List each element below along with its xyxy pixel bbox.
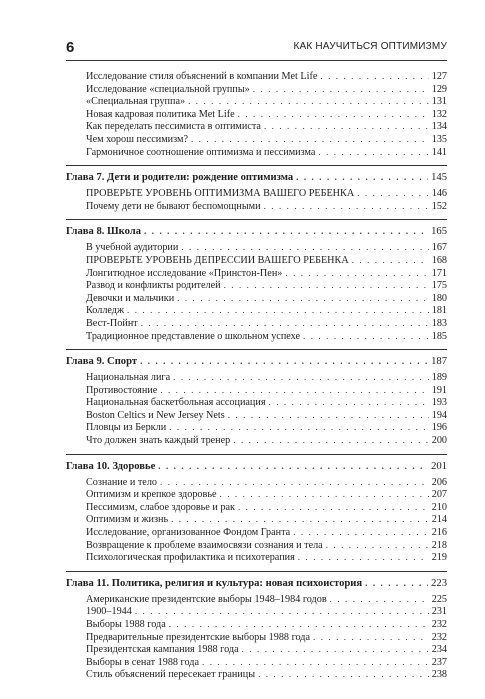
toc-entry-title: Исследование, организованное Фондом Гранта [86,527,291,539]
toc-entry-page: 141 [431,146,447,158]
toc-entry-title: ПРОВЕРЬТЕ УРОВЕНЬ ДЕПРЕССИИ ВАШЕГО РЕБЕНКА [86,254,349,266]
toc-chapter [66,349,447,447]
toc-entry-page: 210 [431,501,447,513]
toc-entry-title: «Специальная группа» [86,96,186,108]
dot-leader [269,396,429,409]
toc-entry-title: Оптимизм и жизнь [86,514,169,526]
toc-entry [66,526,447,539]
toc-entry [66,108,447,121]
toc-entry-title: Пловцы из Беркли [86,422,167,434]
dot-leader [238,108,429,121]
dot-leader [228,409,429,422]
toc-chapter [66,571,447,681]
chapter-heading [66,224,447,238]
toc-entry-page: 180 [431,292,447,304]
toc-entry-title: Американские президентские выборы 1948–1984 годов [86,593,327,605]
toc-entry-page: 191 [431,384,447,396]
toc-entry [66,187,447,200]
toc-entry-page: 183 [431,317,447,329]
dot-leader [313,631,429,644]
dot-leader [298,551,429,564]
toc-entry-title: Исследование стиля объяснений в компании Met Life [86,71,318,82]
toc-entry-page: 238 [431,669,447,681]
chapter-heading-title: Глава 10. Здоровье [66,460,156,472]
toc-entry [66,95,447,108]
toc-entry [66,133,447,146]
chapter-heading [66,354,447,368]
dot-leader [330,593,429,606]
dot-leader [253,83,429,96]
dot-leader [188,95,429,108]
toc-entry [66,643,447,656]
toc-entry-title: Вест-Пойнт [86,317,138,329]
toc-entry [66,409,447,422]
toc-entry-page: 237 [431,656,447,668]
toc-entry [66,371,447,384]
toc-entry-title: Национальная лига [86,372,171,384]
toc-entry-title: Гармоничное соотношение оптимизма и пессимизма [86,146,316,158]
dot-leader [318,146,428,159]
dot-leader [238,501,429,514]
toc-entry-title: Развод и конфликты родителей [86,280,221,292]
toc-entry [66,292,447,305]
toc-entry-page: 200 [431,435,447,447]
toc-entry-title: Оптимизм и крепкое здоровье [86,489,217,501]
toc-entry [66,241,447,254]
toc-entry-page: 168 [431,254,447,266]
toc-entry-page: 194 [431,409,447,421]
toc-entry [66,200,447,213]
dot-leader [264,120,429,133]
toc-entry [66,434,447,447]
toc-entry-page: 134 [431,121,447,133]
dot-leader [285,267,428,280]
toc-entry-page: 167 [431,242,447,254]
chapter-heading-page: 187 [431,356,447,368]
dot-leader [158,459,428,473]
toc-entry-title: Пессимизм, слабое здоровье и рак [86,501,235,513]
toc-entry-title: Чем хорош пессимизм? [86,133,188,145]
dot-leader [160,476,429,489]
dot-leader [127,304,429,317]
dot-leader [202,656,429,669]
toc-entry-title: В учебной аудитории [86,242,179,254]
dot-leader [173,371,429,384]
toc-entry-title: 1900–1944 [86,606,132,618]
toc-entry-page: 152 [431,200,447,212]
toc-chapter [66,219,447,342]
toc-entry-page: 135 [431,133,447,145]
toc-entry-page: 232 [431,631,447,643]
dot-leader [171,513,429,526]
toc-entry [66,513,447,526]
toc-entry-page: 231 [431,606,447,618]
toc-entry-title: Девочки и мальчики [86,292,175,304]
toc-entry-title: Президентская кампания 1988 года [86,644,239,656]
toc-entry-page: 181 [431,305,447,317]
dot-leader [160,384,428,397]
toc-entry-title: Психологическая профилактика и психотерапия [86,552,295,564]
dot-leader [224,279,429,292]
toc-entry-title: Что должен знать каждый тренер [86,435,231,447]
toc-entry [66,631,447,644]
toc-entry-page: 214 [431,514,447,526]
toc-entry-page: 234 [431,644,447,656]
toc-entry [66,304,447,317]
toc-entry [66,605,447,618]
dot-leader [141,317,429,330]
toc-entry-title: Возвращение к проблеме взаимосвязи сознания и тела [86,539,323,551]
toc-entry-page: 216 [431,527,447,539]
toc-entry [66,593,447,606]
running-head: КАК НАУЧИТЬСЯ ОПТИМИЗМУ [293,41,447,52]
dot-leader [320,70,428,83]
toc-entry-title: Выборы 1988 года [86,619,166,630]
toc-entry [66,618,447,631]
toc-entry-page: 225 [431,593,447,605]
toc-entry [66,146,447,159]
chapter-heading-page: 145 [431,172,447,184]
toc-entry [66,396,447,409]
toc-entry [66,421,447,434]
toc-entry-title: Предварительные президентские выборы 1988 года [86,631,310,643]
toc-entry-page: 196 [431,422,447,434]
dot-leader [303,330,429,343]
dot-leader [177,292,429,305]
toc-entry-title: Почему дети не бывают беспомощными [86,200,261,212]
dot-leader [352,254,429,267]
toc-entry [66,476,447,489]
dot-leader [264,200,429,213]
toc-entry [66,279,447,292]
chapter-heading-page: 223 [431,577,447,589]
toc-entry-page: 232 [431,619,447,630]
toc-entry-page: 218 [431,539,447,551]
toc-entry-page: 185 [431,330,447,342]
dot-leader [296,170,428,184]
dot-leader [144,224,428,238]
toc-entry [66,267,447,280]
toc-entry-page: 129 [431,83,447,95]
toc-entry-title: Традиционное представление о школьном успехе [86,330,301,342]
dot-leader [357,187,429,200]
toc-entry-page: 207 [431,489,447,501]
toc-entry-page: 132 [431,108,447,120]
toc-entry-page: 193 [431,397,447,409]
toc-entry-title: Национальная баскетбольная ассоциация [86,397,266,409]
toc-entry [66,488,447,501]
toc-entry [66,317,447,330]
toc-entry [66,330,447,343]
toc-entry-page: 219 [431,552,447,564]
dot-leader [135,605,429,618]
toc-entry-page: 206 [431,476,447,488]
toc-entry [66,83,447,96]
toc-entry-title: Выборы в сенат 1988 года [86,656,199,668]
dot-leader [140,354,428,368]
toc-entry-page: 146 [431,188,447,200]
toc-entry-title: Лонгитюдное исследование «Принстон-Пен» [86,267,283,279]
dot-leader [191,133,429,146]
dot-leader [258,668,429,681]
dot-leader [233,434,428,447]
chapter-heading-title: Глава 11. Политика, религия и культура: новая психоистория [66,577,363,589]
toc-entry-title: Сознание и тело [86,476,158,488]
toc-chapter [66,165,447,212]
chapter-heading-title: Глава 8. Школа [66,226,142,238]
toc-chapter [66,454,447,564]
toc-entry [66,668,447,681]
dot-leader [365,576,428,590]
toc-entry [66,254,447,267]
page-number: 6 [66,39,75,56]
dot-leader [242,643,429,656]
dot-leader [293,526,429,539]
toc-entry-title: Противостояние [86,384,158,396]
toc-entry-page: 189 [431,372,447,384]
toc-entry-title: Исследование «специальной группы» [86,83,250,95]
toc-entry [66,656,447,669]
chapter-heading-title: Глава 9. Спорт [66,356,138,368]
toc-entry-title: Новая кадровая политика Met Life [86,108,235,120]
dot-leader [220,488,429,501]
chapter-heading [66,576,447,590]
header-rule [66,60,447,61]
dot-leader [169,421,429,434]
toc-entry [66,501,447,514]
toc-entry [66,551,447,564]
toc-entry [66,70,447,83]
toc-entry-title: Колледж [86,305,125,317]
chapter-heading [66,170,447,184]
chapter-heading-page: 165 [431,226,447,238]
toc-entry-title: Boston Celtics и New Jersey Nets [86,409,225,421]
toc-entry [66,120,447,133]
toc-entry [66,539,447,552]
toc-entry-title: Как переделать пессимиста в оптимиста [86,121,261,133]
toc-entry-title: Стиль объяснений пересекает границы [86,669,256,681]
toc-entry-page: 175 [431,280,447,292]
toc-entry [66,384,447,397]
table-of-contents [66,70,447,681]
dot-leader [169,618,429,631]
page-header [66,41,447,57]
dot-leader [181,241,428,254]
chapter-heading [66,459,447,473]
chapter-heading-page: 201 [431,460,447,472]
toc-entry-page: 127 [431,71,447,82]
dot-leader [326,539,429,552]
toc-entry-page: 171 [431,267,447,279]
toc-continued-section [66,70,447,158]
toc-entry-page: 131 [431,96,447,108]
chapter-heading-title: Глава 7. Дети и родители: рождение оптимизма [66,172,294,184]
toc-entry-title: ПРОВЕРЬТЕ УРОВЕНЬ ОПТИМИЗМА ВАШЕГО РЕБЕНКА [86,188,355,200]
